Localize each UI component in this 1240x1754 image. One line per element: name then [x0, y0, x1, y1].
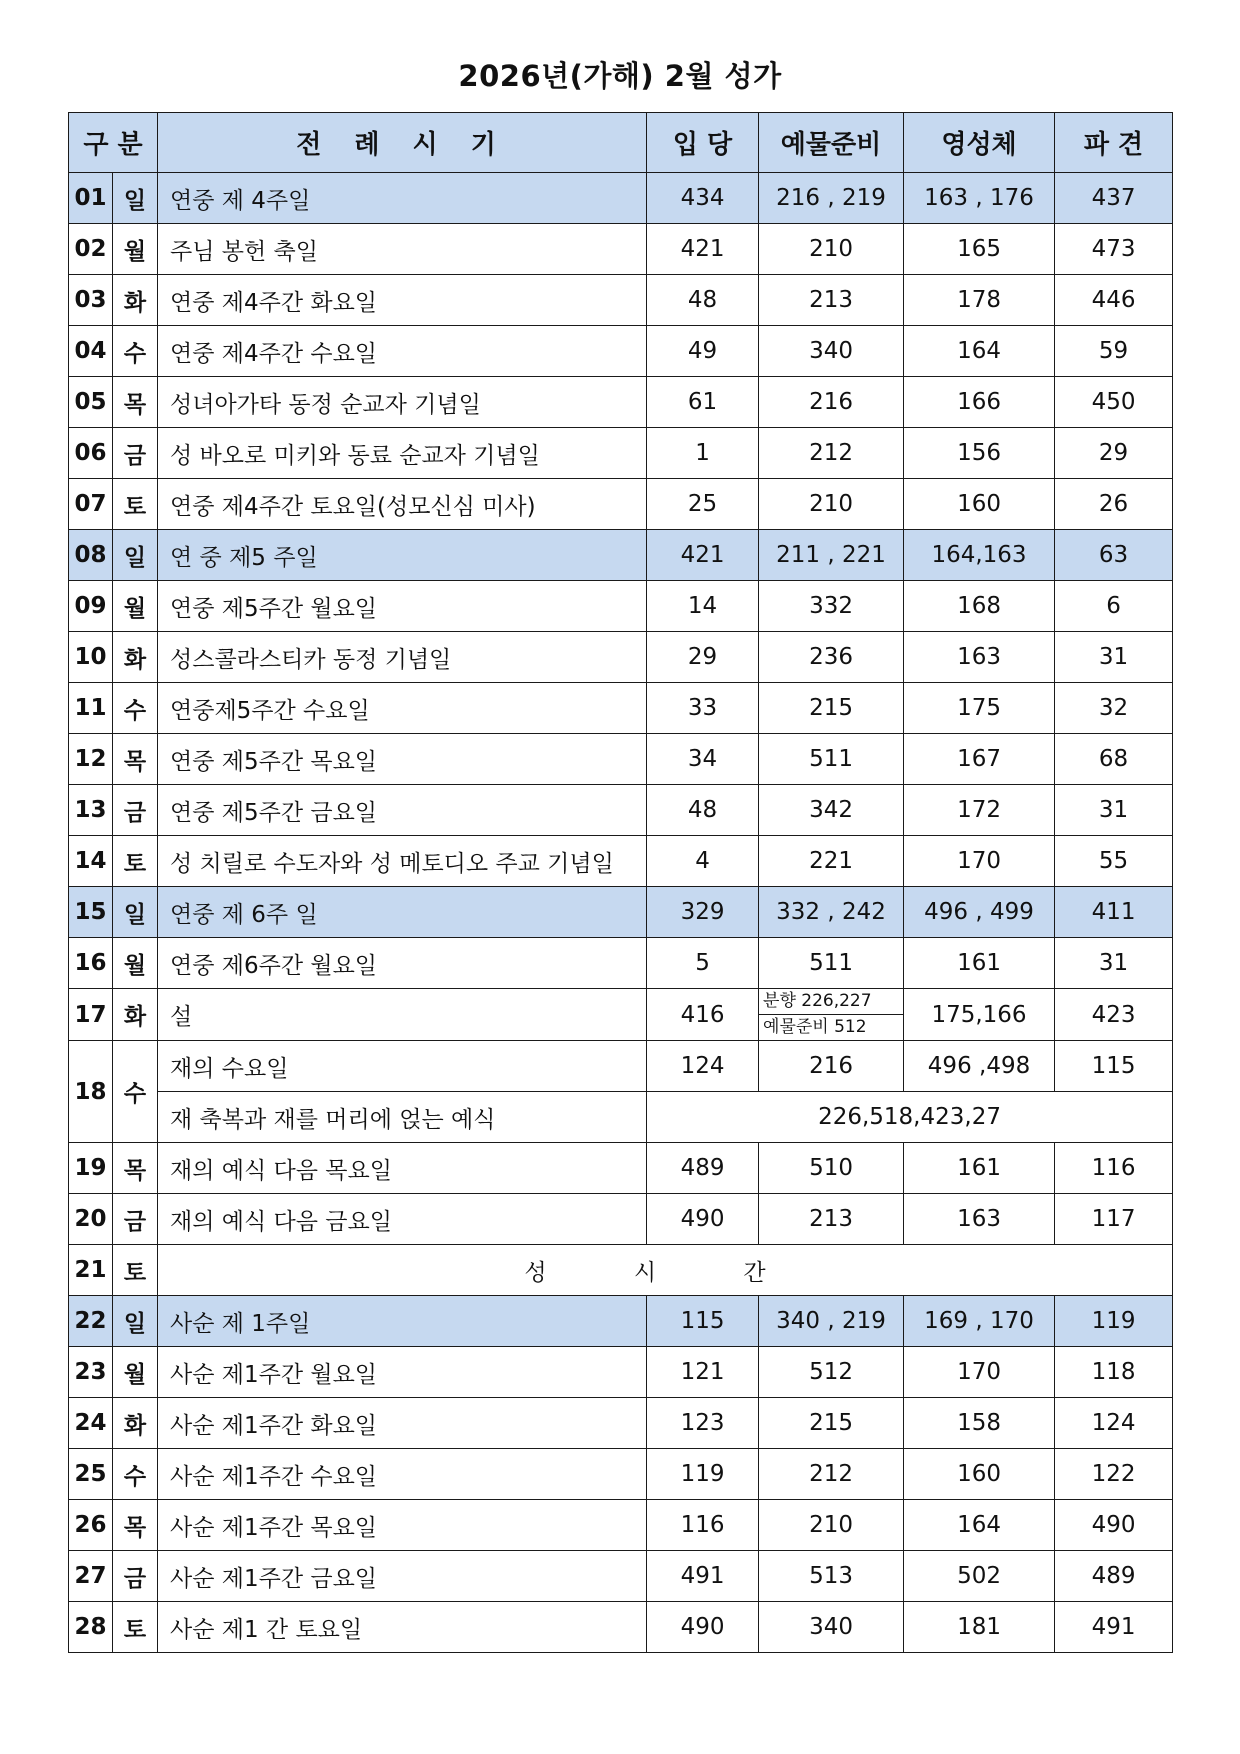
- header-division: 구 분: [69, 113, 158, 173]
- dismissal-hymn: 63: [1055, 530, 1173, 581]
- incense-hymn: 분향 226,227: [759, 989, 903, 1015]
- entrance-hymn: 116: [647, 1500, 759, 1551]
- liturgy-name: 연중 제6주간 월요일: [158, 938, 647, 989]
- communion-hymn: 164: [904, 1500, 1055, 1551]
- entrance-hymn: 1: [647, 428, 759, 479]
- offertory-split-cell: [759, 989, 904, 1041]
- dismissal-hymn: 411: [1055, 887, 1173, 938]
- weekday: 토: [113, 479, 158, 530]
- dismissal-hymn: 68: [1055, 734, 1173, 785]
- weekday: 목: [113, 734, 158, 785]
- table-row: [69, 581, 1173, 632]
- offertory-hymn: 340: [759, 326, 904, 377]
- entrance-hymn: 416: [647, 989, 759, 1041]
- dismissal-hymn: 116: [1055, 1143, 1173, 1194]
- table-row: [69, 1092, 1173, 1143]
- weekday: 일: [113, 887, 158, 938]
- table-row: [69, 1347, 1173, 1398]
- dismissal-hymn: 59: [1055, 326, 1173, 377]
- date-number: 06: [69, 428, 113, 479]
- weekday: 목: [113, 1500, 158, 1551]
- date-number: 04: [69, 326, 113, 377]
- date-number: 01: [69, 173, 113, 224]
- weekday: 수: [113, 1041, 158, 1143]
- table-row: [69, 377, 1173, 428]
- communion-hymn: 168: [904, 581, 1055, 632]
- page-title: 2026년(가해) 2월 성가: [458, 59, 782, 93]
- dismissal-hymn: 437: [1055, 173, 1173, 224]
- communion-hymn: 161: [904, 1143, 1055, 1194]
- liturgy-name: 사순 제 1주일: [158, 1296, 647, 1347]
- communion-hymn: 175,166: [904, 989, 1055, 1041]
- table-row: [69, 887, 1173, 938]
- communion-hymn: 170: [904, 836, 1055, 887]
- offertory-hymn: 340 , 219: [759, 1296, 904, 1347]
- header-liturgy: 전 례 시 기: [158, 113, 647, 173]
- offertory-hymn: 212: [759, 428, 904, 479]
- date-number: 08: [69, 530, 113, 581]
- dismissal-hymn: 6: [1055, 581, 1173, 632]
- date-number: 07: [69, 479, 113, 530]
- entrance-hymn: 49: [647, 326, 759, 377]
- entrance-hymn: 119: [647, 1449, 759, 1500]
- table-row: [69, 1602, 1173, 1653]
- dismissal-hymn: 117: [1055, 1194, 1173, 1245]
- date-number: 02: [69, 224, 113, 275]
- liturgy-name: 재의 수요일: [158, 1041, 647, 1092]
- communion-hymn: 166: [904, 377, 1055, 428]
- offertory-hymn: 513: [759, 1551, 904, 1602]
- weekday: 금: [113, 785, 158, 836]
- table-row: [69, 1245, 1173, 1296]
- entrance-hymn: 434: [647, 173, 759, 224]
- offertory-hymn: 215: [759, 683, 904, 734]
- offertory-hymn: 332: [759, 581, 904, 632]
- communion-hymn: 172: [904, 785, 1055, 836]
- date-number: 10: [69, 632, 113, 683]
- entrance-hymn: 25: [647, 479, 759, 530]
- table-row: [69, 530, 1173, 581]
- header-communion: 영성체: [904, 113, 1055, 173]
- communion-hymn: 167: [904, 734, 1055, 785]
- entrance-hymn: 329: [647, 887, 759, 938]
- header-dismissal: 파 견: [1055, 113, 1173, 173]
- dismissal-hymn: 450: [1055, 377, 1173, 428]
- offertory-hymn: 511: [759, 734, 904, 785]
- entrance-hymn: 33: [647, 683, 759, 734]
- liturgy-name: 연중 제4주간 토요일(성모신심 미사): [158, 479, 647, 530]
- dismissal-hymn: 423: [1055, 989, 1173, 1041]
- dismissal-hymn: 473: [1055, 224, 1173, 275]
- date-number: 12: [69, 734, 113, 785]
- dismissal-hymn: 31: [1055, 785, 1173, 836]
- table-row: [69, 632, 1173, 683]
- table-row: [69, 173, 1173, 224]
- weekday: 일: [113, 530, 158, 581]
- ash-rite-hymns: 226,518,423,27: [647, 1092, 1173, 1143]
- table-row: [69, 326, 1173, 377]
- table-row: [69, 734, 1173, 785]
- entrance-hymn: 61: [647, 377, 759, 428]
- communion-hymn: 164,163: [904, 530, 1055, 581]
- table-header-row: [69, 113, 1173, 173]
- offertory-hymn: 216: [759, 1041, 904, 1092]
- weekday: 화: [113, 632, 158, 683]
- offertory-hymn: 216 , 219: [759, 173, 904, 224]
- weekday: 금: [113, 428, 158, 479]
- offertory-hymn: 213: [759, 1194, 904, 1245]
- offertory-hymn: 510: [759, 1143, 904, 1194]
- dismissal-hymn: 26: [1055, 479, 1173, 530]
- weekday: 토: [113, 1245, 158, 1296]
- date-number: 17: [69, 989, 113, 1041]
- entrance-hymn: 123: [647, 1398, 759, 1449]
- weekday: 월: [113, 938, 158, 989]
- date-number: 11: [69, 683, 113, 734]
- entrance-hymn: 4: [647, 836, 759, 887]
- communion-hymn: 163: [904, 1194, 1055, 1245]
- offertory-hymn: 213: [759, 275, 904, 326]
- date-number: 26: [69, 1500, 113, 1551]
- liturgy-name: 연중 제 6주 일: [158, 887, 647, 938]
- table-row: [69, 683, 1173, 734]
- offertory-hymn: 210: [759, 224, 904, 275]
- entrance-hymn: 48: [647, 785, 759, 836]
- offertory-hymn: 512: [759, 1347, 904, 1398]
- weekday: 목: [113, 377, 158, 428]
- communion-hymn: 156: [904, 428, 1055, 479]
- dismissal-hymn: 31: [1055, 938, 1173, 989]
- offertory-hymn: 210: [759, 479, 904, 530]
- entrance-hymn: 490: [647, 1194, 759, 1245]
- date-number: 09: [69, 581, 113, 632]
- entrance-hymn: 115: [647, 1296, 759, 1347]
- offertory-hymn: 210: [759, 1500, 904, 1551]
- date-number: 16: [69, 938, 113, 989]
- weekday: 토: [113, 836, 158, 887]
- liturgy-name: 사순 제1주간 월요일: [158, 1347, 647, 1398]
- liturgy-name: 연중제5주간 수요일: [158, 683, 647, 734]
- dismissal-hymn: 29: [1055, 428, 1173, 479]
- table-row: [69, 428, 1173, 479]
- communion-hymn: 164: [904, 326, 1055, 377]
- table-row: [69, 1500, 1173, 1551]
- date-number: 13: [69, 785, 113, 836]
- holy-hour-label: 성 시 간: [158, 1245, 1173, 1296]
- date-number: 14: [69, 836, 113, 887]
- dismissal-hymn: 490: [1055, 1500, 1173, 1551]
- date-number: 15: [69, 887, 113, 938]
- liturgy-name: 성스콜라스티카 동정 기념일: [158, 632, 647, 683]
- communion-hymn: 175: [904, 683, 1055, 734]
- date-number: 24: [69, 1398, 113, 1449]
- table-row: [69, 785, 1173, 836]
- liturgy-name: 연중 제 4주일: [158, 173, 647, 224]
- communion-hymn: 170: [904, 1347, 1055, 1398]
- date-number: 23: [69, 1347, 113, 1398]
- offertory-hymn: 216: [759, 377, 904, 428]
- dismissal-hymn: 122: [1055, 1449, 1173, 1500]
- liturgy-name: 재 축복과 재를 머리에 얹는 예식: [158, 1092, 647, 1143]
- entrance-hymn: 121: [647, 1347, 759, 1398]
- dismissal-hymn: 31: [1055, 632, 1173, 683]
- liturgy-name: 성녀아가타 동정 순교자 기념일: [158, 377, 647, 428]
- weekday: 화: [113, 1398, 158, 1449]
- offertory-hymn: 332 , 242: [759, 887, 904, 938]
- communion-hymn: 163 , 176: [904, 173, 1055, 224]
- entrance-hymn: 14: [647, 581, 759, 632]
- liturgy-name: 성 바오로 미키와 동료 순교자 기념일: [158, 428, 647, 479]
- liturgy-name: 재의 예식 다음 금요일: [158, 1194, 647, 1245]
- communion-hymn: 160: [904, 1449, 1055, 1500]
- entrance-hymn: 29: [647, 632, 759, 683]
- table-row: [69, 1398, 1173, 1449]
- communion-hymn: 178: [904, 275, 1055, 326]
- liturgy-name: 연 중 제5 주일: [158, 530, 647, 581]
- communion-hymn: 496 , 499: [904, 887, 1055, 938]
- offertory-hymn: 221: [759, 836, 904, 887]
- weekday: 수: [113, 326, 158, 377]
- dismissal-hymn: 489: [1055, 1551, 1173, 1602]
- communion-hymn: 160: [904, 479, 1055, 530]
- entrance-hymn: 48: [647, 275, 759, 326]
- offertory-hymn: 212: [759, 1449, 904, 1500]
- liturgy-name: 연중 제5주간 월요일: [158, 581, 647, 632]
- date-number: 20: [69, 1194, 113, 1245]
- offertory-hymn: 211 , 221: [759, 530, 904, 581]
- table-row: [69, 1551, 1173, 1602]
- liturgy-name: 사순 제1주간 화요일: [158, 1398, 647, 1449]
- liturgy-name: 사순 제1주간 목요일: [158, 1500, 647, 1551]
- offertory-hymn: 340: [759, 1602, 904, 1653]
- entrance-hymn: 489: [647, 1143, 759, 1194]
- table-row: [69, 1041, 1173, 1092]
- weekday: 금: [113, 1194, 158, 1245]
- offertory-hymn: 511: [759, 938, 904, 989]
- offertory-hymn: 236: [759, 632, 904, 683]
- weekday: 일: [113, 1296, 158, 1347]
- liturgy-name: 연중 제5주간 금요일: [158, 785, 647, 836]
- date-number: 19: [69, 1143, 113, 1194]
- weekday: 금: [113, 1551, 158, 1602]
- liturgy-name: 주님 봉헌 축일: [158, 224, 647, 275]
- hymn-schedule-table: [68, 112, 1173, 1653]
- date-number: 27: [69, 1551, 113, 1602]
- entrance-hymn: 421: [647, 224, 759, 275]
- communion-hymn: 502: [904, 1551, 1055, 1602]
- table-row: [69, 1143, 1173, 1194]
- dismissal-hymn: 32: [1055, 683, 1173, 734]
- weekday: 일: [113, 173, 158, 224]
- communion-hymn: 169 , 170: [904, 1296, 1055, 1347]
- dismissal-hymn: 491: [1055, 1602, 1173, 1653]
- communion-hymn: 496 ,498: [904, 1041, 1055, 1092]
- table-row: [69, 1449, 1173, 1500]
- dismissal-hymn: 119: [1055, 1296, 1173, 1347]
- table-row: [69, 479, 1173, 530]
- liturgy-name: 사순 제1주간 수요일: [158, 1449, 647, 1500]
- liturgy-name: 연중 제4주간 화요일: [158, 275, 647, 326]
- date-number: 21: [69, 1245, 113, 1296]
- weekday: 토: [113, 1602, 158, 1653]
- liturgy-name: 연중 제4주간 수요일: [158, 326, 647, 377]
- entrance-hymn: 421: [647, 530, 759, 581]
- table-row: [69, 836, 1173, 887]
- liturgy-name: 연중 제5주간 목요일: [158, 734, 647, 785]
- weekday: 목: [113, 1143, 158, 1194]
- date-number: 25: [69, 1449, 113, 1500]
- date-number: 18: [69, 1041, 113, 1143]
- communion-hymn: 158: [904, 1398, 1055, 1449]
- entrance-hymn: 5: [647, 938, 759, 989]
- dismissal-hymn: 115: [1055, 1041, 1173, 1092]
- table-row: [69, 1194, 1173, 1245]
- date-number: 05: [69, 377, 113, 428]
- header-offertory: 예물준비: [759, 113, 904, 173]
- communion-hymn: 161: [904, 938, 1055, 989]
- communion-hymn: 165: [904, 224, 1055, 275]
- table-row: [69, 224, 1173, 275]
- weekday: 화: [113, 989, 158, 1041]
- table-row: [69, 1296, 1173, 1347]
- offertory-hymn: 예물준비 512: [763, 1017, 867, 1037]
- header-entrance: 입 당: [647, 113, 759, 173]
- liturgy-name: 사순 제1 간 토요일: [158, 1602, 647, 1653]
- weekday: 월: [113, 224, 158, 275]
- liturgy-name: 사순 제1주간 금요일: [158, 1551, 647, 1602]
- dismissal-hymn: 124: [1055, 1398, 1173, 1449]
- dismissal-hymn: 446: [1055, 275, 1173, 326]
- date-number: 22: [69, 1296, 113, 1347]
- entrance-hymn: 124: [647, 1041, 759, 1092]
- entrance-hymn: 490: [647, 1602, 759, 1653]
- communion-hymn: 181: [904, 1602, 1055, 1653]
- date-number: 28: [69, 1602, 113, 1653]
- entrance-hymn: 34: [647, 734, 759, 785]
- weekday: 월: [113, 1347, 158, 1398]
- weekday: 수: [113, 683, 158, 734]
- communion-hymn: 163: [904, 632, 1055, 683]
- date-number: 03: [69, 275, 113, 326]
- weekday: 월: [113, 581, 158, 632]
- table-row: [69, 938, 1173, 989]
- weekday: 수: [113, 1449, 158, 1500]
- dismissal-hymn: 55: [1055, 836, 1173, 887]
- offertory-hymn: 342: [759, 785, 904, 836]
- offertory-hymn: 215: [759, 1398, 904, 1449]
- entrance-hymn: 491: [647, 1551, 759, 1602]
- table-row: [69, 989, 1173, 1041]
- liturgy-name: 재의 예식 다음 목요일: [158, 1143, 647, 1194]
- dismissal-hymn: 118: [1055, 1347, 1173, 1398]
- table-row: [69, 275, 1173, 326]
- weekday: 화: [113, 275, 158, 326]
- liturgy-name: 성 치릴로 수도자와 성 메토디오 주교 기념일: [158, 836, 647, 887]
- liturgy-name: 설: [158, 989, 647, 1041]
